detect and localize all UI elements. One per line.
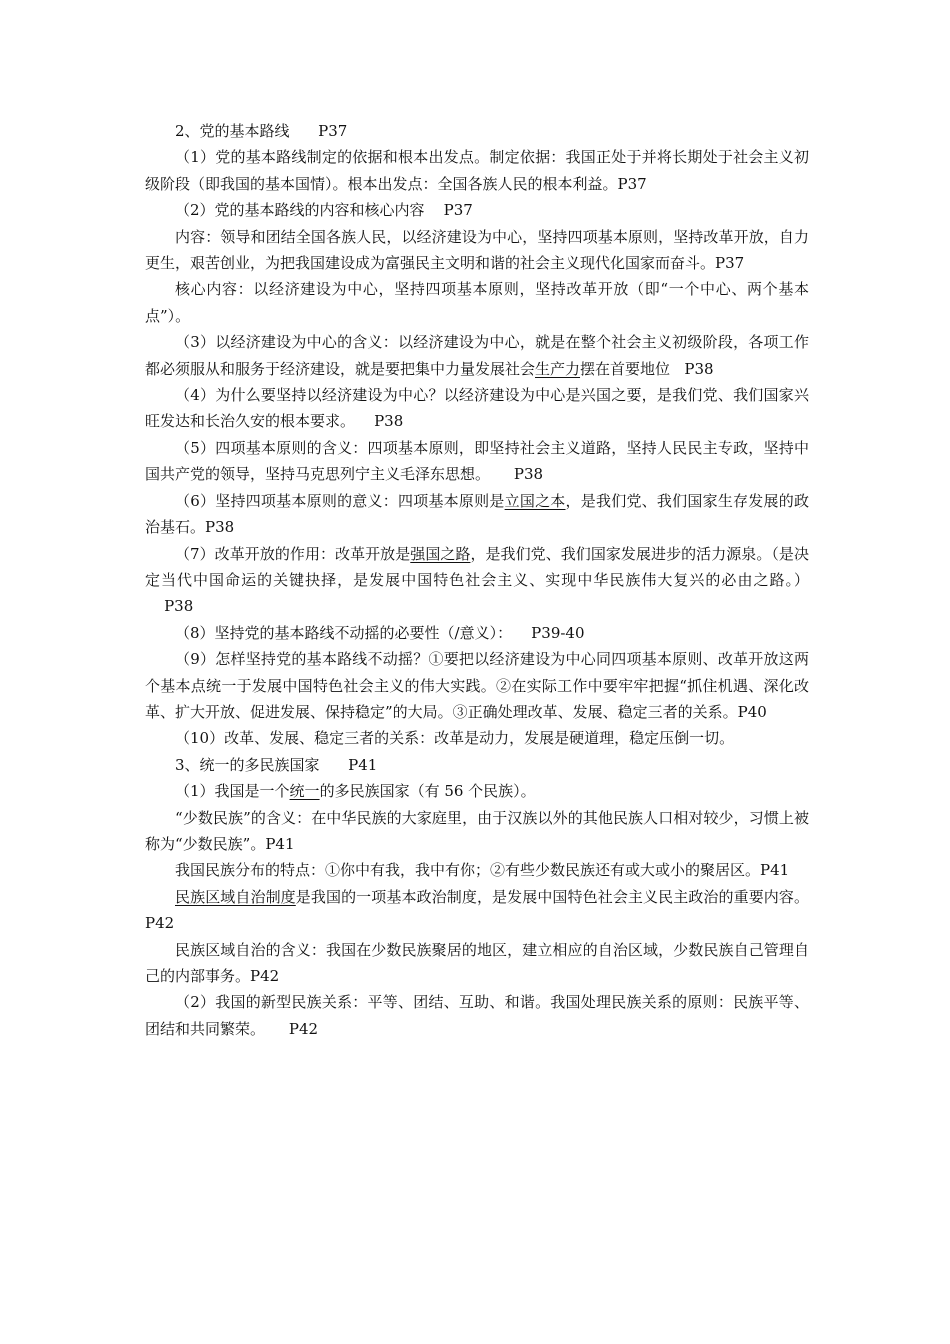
paragraph: （2）党的基本路线的内容和核心内容 P37	[175, 201, 473, 220]
document-page	[145, 118, 809, 1042]
paragraph: “少数民族”的含义：在中华民族的大家庭里，由于汉族以外的其他民族人口相对较少，习惯上被称为“少数民族”。P41	[145, 808, 809, 853]
paragraph: （9）怎样坚持党的基本路线不动摇？①要把以经济建设为中心同四项基本原则、改革开放这两个基本点统一于发展中国特色社会主义的伟大实践。②在实际工作中要牢牢把握“抓住机遇、深化改革、扩大开放、促进发展、保持稳定”的大局。③正确处理改革、发展、稳定三者的关系。P40	[145, 650, 809, 721]
paragraph: （8）坚持党的基本路线不动摇的必要性（/意义）： P39-40	[175, 623, 585, 642]
underlined-term: 统一	[289, 782, 320, 801]
paragraph: （6）坚持四项基本原则的意义：四项基本原则是立国之本，是我们党、我们国家生存发展的政治基石。P38	[145, 491, 809, 537]
section-heading: 2、党的基本路线 P37	[175, 122, 348, 140]
paragraph: （2）我国的新型民族关系：平等、团结、互助、和谐。我国处理民族关系的原则：民族平等、团结和共同繁荣。 P42	[145, 993, 809, 1038]
paragraph: 民族区域自治的含义：我国在少数民族聚居的地区，建立相应的自治区域，少数民族自己管理自己的内部事务。P42	[145, 940, 809, 985]
paragraph: 核心内容：以经济建设为中心，坚持四项基本原则，坚持改革开放（即“一个中心、两个基本点”）。	[145, 280, 809, 325]
paragraph: （3）以经济建设为中心的含义：以经济建设为中心，就是在整个社会主义初级阶段，各项工作都必须服从和服务于经济建设，就是要把集中力量发展社会生产力摆在首要地位 P38	[145, 333, 809, 378]
paragraph: （5）四项基本原则的含义：四项基本原则，即坚持社会主义道路，坚持人民民主专政，坚持中国共产党的领导，坚持马克思列宁主义毛泽东思想。 P38	[145, 438, 809, 484]
underlined-term: 生产力	[535, 359, 581, 378]
paragraph: （10）改革、发展、稳定三者的关系：改革是动力，发展是硬道理，稳定压倒一切。	[175, 729, 735, 748]
underlined-term: 民族区域自治制度	[175, 887, 296, 906]
section-heading: 3、统一的多民族国家 P41	[175, 755, 378, 774]
underlined-term: 强国之路	[410, 544, 471, 563]
paragraph: （1）我国是一个统一的多民族国家（有 56 个民族）。	[175, 782, 536, 801]
paragraph: （1）党的基本路线制定的依据和根本出发点。制定依据：我国正处于并将长期处于社会主义初级阶段（即我国的基本国情）。根本出发点：全国各族人民的根本利益。P37	[145, 148, 809, 193]
paragraph: 我国民族分布的特点：①你中有我，我中有你；②有些少数民族还有或大或小的聚居区。P41	[175, 861, 790, 880]
paragraph: （4）为什么要坚持以经济建设为中心？以经济建设为中心是兴国之要，是我们党、我们国家兴旺发达和长治久安的根本要求。 P38	[145, 386, 809, 431]
paragraph: 内容：领导和团结全国各族人民，以经济建设为中心，坚持四项基本原则，坚持改革开放，自力更生，艰苦创业，为把我国建设成为富强民主文明和谐的社会主义现代化国家而奋斗。P37	[145, 227, 809, 273]
underlined-term: 立国之本	[504, 491, 566, 510]
paragraph: 民族区域自治制度是我国的一项基本政治制度，是发展中国特色社会主义民主政治的重要内容。P42	[145, 887, 809, 933]
paragraph: （7）改革开放的作用：改革开放是强国之路，是我们党、我们国家发展进步的活力源泉。（是决定当代中国命运的关键抉择，是发展中国特色社会主义、实现中华民族伟大复兴的必由之路。） P38	[145, 544, 809, 616]
